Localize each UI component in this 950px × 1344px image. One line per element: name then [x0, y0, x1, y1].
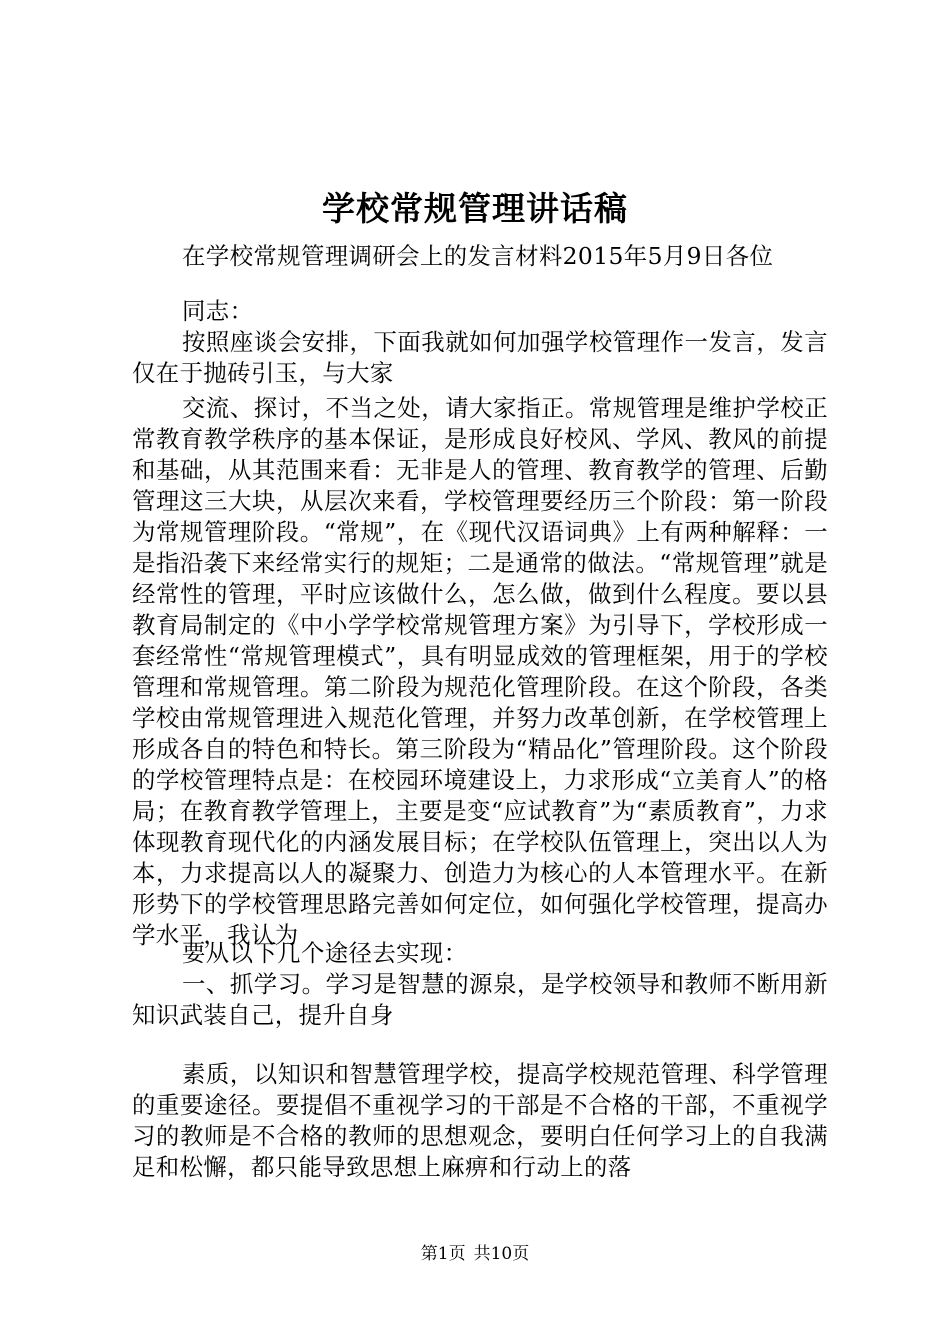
page-number: 第1页 [420, 1244, 466, 1264]
paragraph-opening: 按照座谈会安排，下面我就如何加强学校管理作一发言，发言仅在于抛砖引玉，与大家 [132, 328, 828, 387]
paragraph-point-one-continued: 素质，以知识和智慧管理学校，提高学校规范管理、科学管理的重要途径。要提倡不重视学习的干部是不合格的干部，不重视学习的教师是不合格的教师的思想观念，要明白任何学习上的自我满足和松懈，都只能导致思想上麻痹和行动上的落 [132, 1060, 828, 1181]
paragraph-transition: 要从以下几个途径去实现： [182, 939, 468, 967]
page-total: 共10页 [473, 1244, 530, 1264]
paragraph-point-one: 一、抓学习。学习是智慧的源泉，是学校领导和教师不断用新知识武装自己，提升自身 [132, 970, 828, 1029]
paragraph-main: 交流、探讨，不当之处，请大家指正。常规管理是维护学校正常教育教学秩序的基本保证，是形成良好校风、学风、教风的前提和基础，从其范围来看：无非是人的管理、教育教学的管理、后勤管理这三大块，从层次来看，学校管理要经历三个阶段：第一阶段为常规管理阶段。“常规”，在《现代汉语词典》上有两种解释：一是指沿袭下来经常实行的规矩；二是通常的做法。“常规管理”就是经常性的管理，平时应该做什么，怎么做，做到什么程度。要以县教育局制定的《中小学学校常规管理方案》为引导下，学校形成一套经常性“常规管理模式”，具有明显成效的管理框架，用于的学校管理和常规管理。第二阶段为规范化管理阶段。在这个阶段，各类学校由常规管理进入规范化管理，并努力改革创新，在学校管理上形成各自的特色和特长。第三阶段为“精品化”管理阶段。这个阶段的学校管理特点是：在校园环境建设上，力求形成“立美育人”的格局；在教育教学管理上，主要是变“应试教育”为“素质教育”，力求体现教育现代化的内涵发展目标；在学校队伍管理上，突出以人为本，力求提高以人的凝聚力、创造力为核心的人本管理水平。在新形势下的学校管理思路完善如何定位，如何强化学校管理，提高办学水平，我认为 [132, 394, 828, 949]
page-footer [0, 1243, 950, 1265]
paragraph-intro: 在学校常规管理调研会上的发言材料2015年5月9日各位 [182, 242, 774, 270]
paragraph-salutation: 同志： [182, 297, 254, 325]
document-title: 学校常规管理讲话稿 [322, 189, 628, 228]
